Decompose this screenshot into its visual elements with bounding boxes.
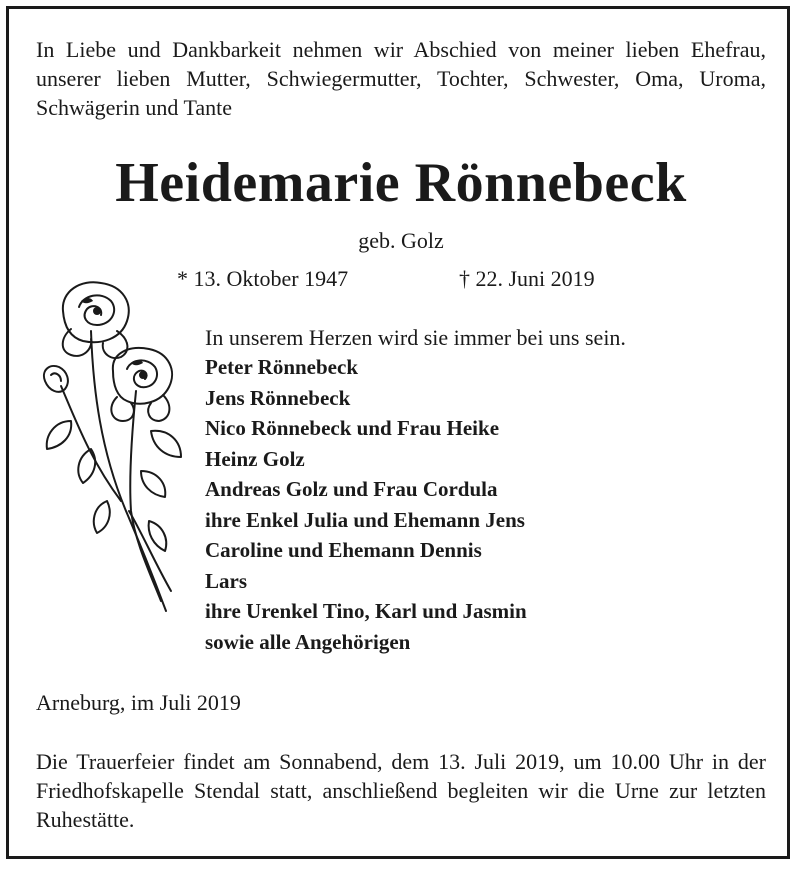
maiden-name: geb. Golz [358,228,444,253]
mourner: sowie alle Angehörigen [205,629,411,654]
intro-text: In Liebe und Dankbarkeit nehmen wir Abschied von meiner lieben Ehefrau, unserer lieben Mutter, Schwiegermutter, Tochter, Schwester, Oma, Uroma, Schwägerin und Tante [36,37,766,120]
mourner: ihre Enkel Julia und Ehemann Jens [205,507,525,532]
mourner: Heinz Golz [205,446,305,471]
place-date: Arneburg, im Juli 2019 [36,690,241,715]
mourner: Lars [205,568,247,593]
mourner: ihre Urenkel Tino, Karl und Jasmin [205,599,527,623]
birth-date: * 13. Oktober 1947 [177,266,349,291]
mourner: Jens Rönnebeck [205,385,351,410]
mourners-list [205,352,527,657]
mourner: Caroline und Ehemann Dennis [205,538,482,562]
roses-icon [31,271,191,616]
mourner: Peter Rönnebeck [205,355,358,379]
obituary-notice [6,6,790,859]
service-info: Die Trauerfeier findet am Sonnabend, dem 13. Juli 2019, um 10.00 Uhr in der Friedhofskapelle Stendal statt, anschließend begleiten wir die Urne zur letzten Ruhestätte. [36,749,766,832]
deceased-name: Heidemarie Rönnebeck [115,152,687,214]
death-date: † 22. Juni 2019 [459,266,595,291]
mourner: Andreas Golz und Frau Cordula [205,477,498,501]
motto: In unserem Herzen wird sie immer bei uns sein. [205,325,626,350]
mourner: Nico Rönnebeck und Frau Heike [205,416,500,440]
